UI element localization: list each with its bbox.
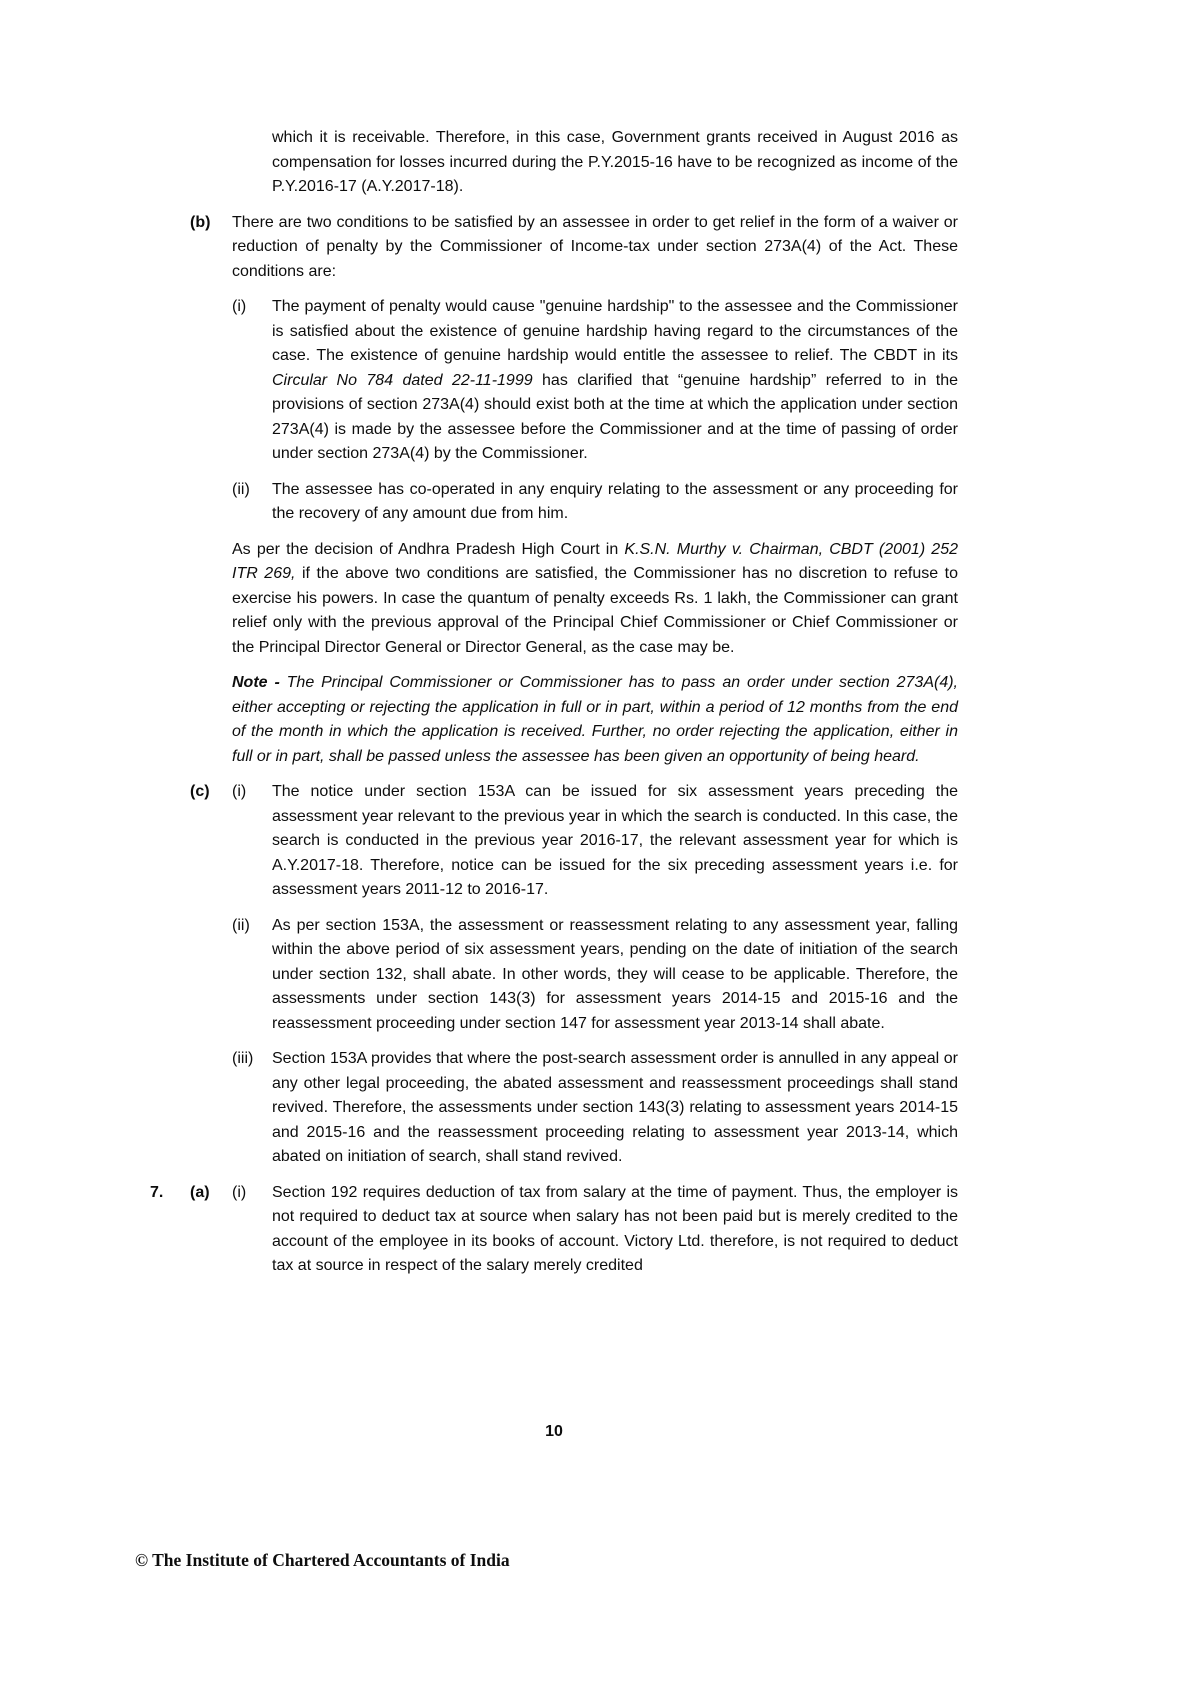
item-c-iii-label: (iii) [232, 1050, 254, 1067]
copyright-footer: © The Institute of Chartered Accountants of India [135, 1550, 510, 1570]
question-7-number: 7. [150, 1183, 164, 1201]
item-b-i-label: (i) [232, 298, 247, 315]
question-7-a-i [150, 1181, 958, 1279]
question-7-a-label: (a) [190, 1183, 210, 1201]
item-b-ii-text: The assessee has co-operated in any enquiry relating to the assessment or any proceeding for the recovery of any amount due from him. [272, 480, 958, 522]
text-segment: The payment of penalty would cause "genuine hardship" to the assessee and the Commissioner is satisfied about the existence of genuine hardship having regard to the circumstances of the case. The existence of genuine hardship would entitle the assessee to relief. The CBDT in its [272, 298, 958, 364]
item-b-ii [150, 478, 958, 527]
paragraph-text: which it is receivable. Therefore, in this case, Government grants received in August 2016 as compensation for losses incurred during the P.Y.2015-16 have to be recognized as income of the P.Y.2016-17 (A.Y.2017-18). [272, 129, 958, 195]
item-c-ii-text: As per section 153A, the assessment or reassessment relating to any assessment year, falling within the above period of six assessment years, pending on the date of initiation of the search under section 132, shall abate. In other words, they will cease to be applicable. Therefore, the assessments under section 143(3) for assessment years 2014-15 and 2015-16 and the reassessment proceeding under section 147 for assessment year 2013-14 shall abate. [272, 916, 958, 1032]
item-b-ii-label: (ii) [232, 480, 250, 498]
item-c-ii-label: (ii) [232, 916, 250, 934]
note-label: Note - [232, 674, 287, 691]
item-c-ii [150, 914, 958, 1037]
paragraph-text [232, 538, 958, 661]
text-segment: has clarified that “genuine hardship” referred to in the provisions of section 273A(4) should exist both at the time at which the application under section 273A(4) is made by the assessee before the Commissioner and at the time of passing of order under section 273A(4) by the Commissioner. [272, 371, 958, 462]
item-b [150, 211, 958, 285]
item-b-label: (b) [190, 213, 211, 231]
paragraph-note [150, 671, 958, 769]
question-7-a-i-label: (i) [232, 1183, 247, 1201]
note-text [232, 671, 958, 769]
item-b-intro: There are two conditions to be satisfied by an assessee in order to get relief in the form of a waiver or reduction of penalty by the Commissioner of Income-tax under section 273A(4) of the Act. These conditions are: [232, 213, 958, 280]
item-c-i [150, 780, 958, 903]
item-c-i-label: (i) [232, 783, 247, 800]
circular-citation: Circular No 784 dated 22-11-1999 [272, 371, 533, 389]
text-segment: if the above two conditions are satisfied, the Commissioner has no discretion to refuse to exercise his powers. In case the quantum of penalty exceeds Rs. 1 lakh, the Commissioner can grant relief only with the previous approval of the Principal Chief Commissioner or Chief Commissioner or the Principal Director General or Director General, as the case may be. [232, 565, 959, 656]
item-b-i [150, 295, 958, 467]
case-citation: K.S.N. Murthy v. Chairman, CBDT (2001) 252 ITR 269, [232, 540, 958, 582]
item-c-i-text: The notice under section 153A can be issued for six assessment years preceding the assessment year relevant to the previous year in which the search is conducted. In this case, the search is conducted in the previous year 2016-17, the relevant assessment year for which is A.Y.2017-18. Therefore, notice can be issued for the six preceding assessment years i.e. for assessment years 2011-12 to 2016-17. [272, 783, 958, 898]
question-7-a-i-text: Section 192 requires deduction of tax from salary at the time of payment. Thus, the employer is not required to deduct tax at source when salary has not been paid but is merely credited to the account of the employee in its books of account. Victory Ltd. therefore, is not required to deduct tax at source in respect of the salary merely credited [272, 1183, 958, 1274]
item-b-i-text [272, 295, 958, 467]
item-c-iii-text: Section 153A provides that where the post-search assessment order is annulled in any appeal or any other legal proceeding, the abated assessment and reassessment proceedings shall stand revived. Therefore, the assessments under section 143(3) relating to assessment years 2014-15 and 2015-16 and the reassessment proceeding relating to assessment year 2013-14, which abated on initiation of search, shall stand revived. [272, 1050, 958, 1165]
page-content [150, 126, 958, 1279]
paragraph-grants-continuation [150, 126, 958, 200]
paragraph-court-decision [150, 538, 958, 661]
text-segment: The Principal Commissioner or Commissioner has to pass an order under section 273A(4), either accepting or rejecting the application in full or in part, within a period of 12 months from the end of the month in which the application is received. Further, no order rejecting the application, either in full or in part, shall be passed unless the assessee has been given an opportunity of being heard. [232, 674, 958, 765]
item-c-iii [150, 1047, 958, 1170]
text-segment: As per the decision of Andhra Pradesh High Court in [232, 540, 625, 558]
item-c-label: (c) [190, 783, 210, 800]
page-number: 10 [545, 1423, 563, 1440]
